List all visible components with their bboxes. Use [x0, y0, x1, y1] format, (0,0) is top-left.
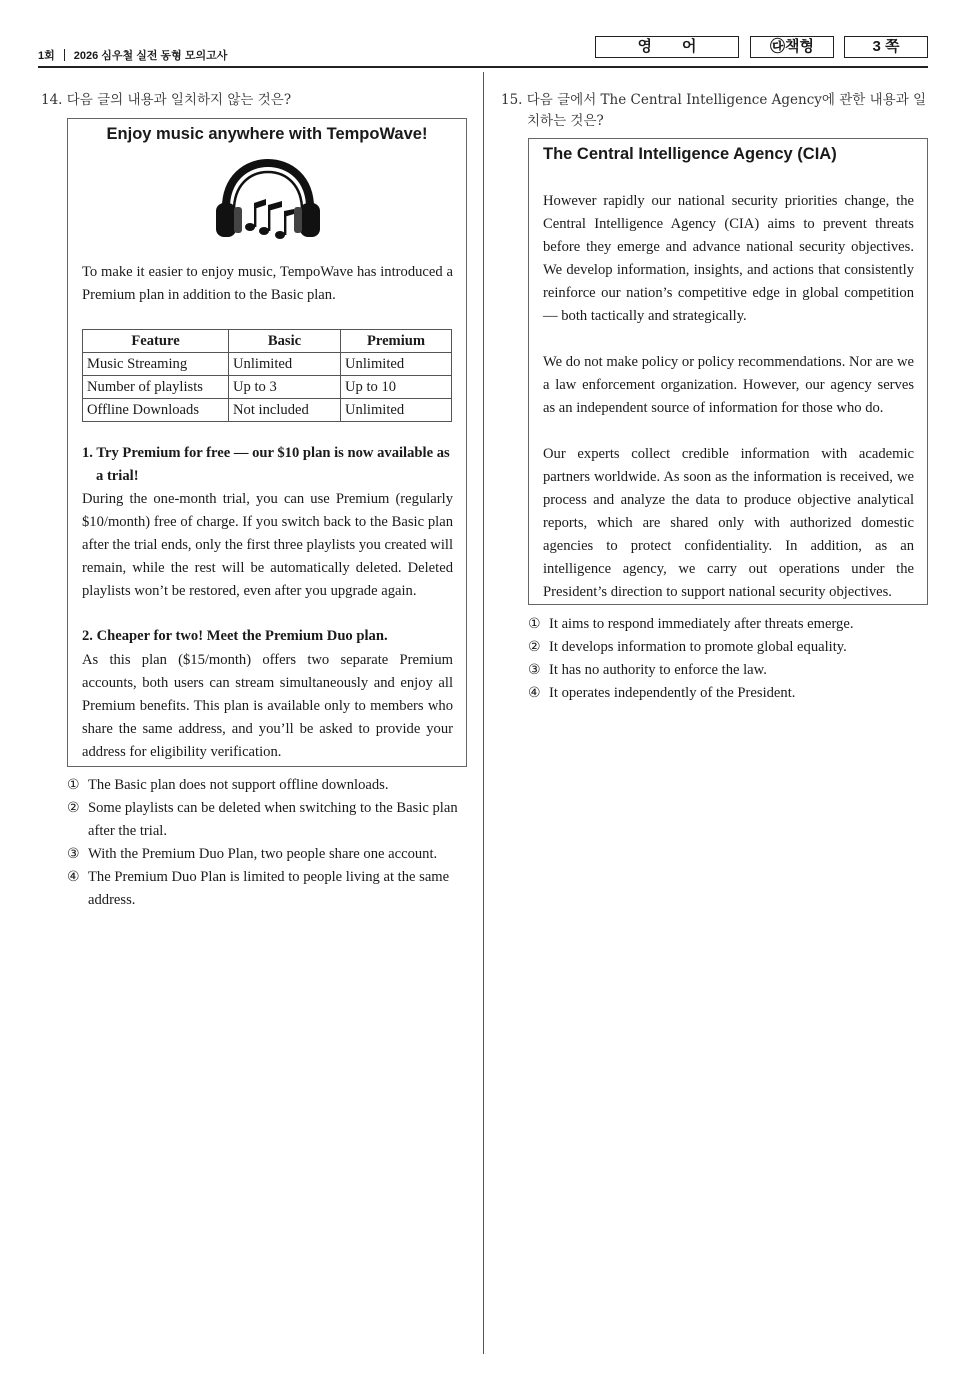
answer-choice[interactable] — [67, 797, 467, 843]
choice-text: It operates independently of the President. — [549, 685, 796, 701]
q14-intro: To make it easier to enjoy music, TempoWave has introduced a Premium plan in addition to the Basic plan. — [82, 264, 453, 303]
q14-stem: 14. 다음 글의 내용과 일치하지 않는 것은? — [41, 92, 292, 108]
choice-text: The Premium Duo Plan is limited to people living at the same address. — [88, 869, 450, 908]
choice-text: It aims to respond immediately after threats emerge. — [549, 616, 854, 632]
table-cell: Unlimited — [341, 399, 452, 422]
q14-passage-box — [67, 118, 467, 767]
table-cell: Up to 10 — [341, 376, 452, 399]
booklet-box — [750, 36, 834, 58]
answer-choice[interactable] — [528, 636, 928, 659]
feature-table — [82, 329, 452, 422]
choice-number: ② — [528, 639, 541, 655]
header-divider — [64, 49, 65, 61]
table-header-cell: Feature — [83, 330, 229, 353]
choice-text: It has no authority to enforce the law. — [549, 662, 767, 678]
answer-choice[interactable] — [67, 866, 467, 912]
page-number: 3 쪽 — [872, 38, 900, 55]
q15-stem-line2: 치하는 것은? — [527, 113, 604, 129]
table-cell: Number of playlists — [83, 376, 229, 399]
page-number-box — [844, 36, 928, 58]
choice-text: Some playlists can be deleted when switching to the Basic plan after the trial. — [88, 800, 458, 839]
answer-choice[interactable] — [528, 682, 928, 705]
table-cell: Up to 3 — [229, 376, 341, 399]
column-divider — [483, 72, 484, 1354]
choice-text: The Basic plan does not support offline downloads. — [88, 777, 389, 793]
q15-passage-box — [528, 138, 928, 605]
table-row — [83, 399, 452, 422]
choice-text: With the Premium Duo Plan, two people share one account. — [88, 846, 438, 862]
header-rule — [38, 66, 928, 68]
subject-box — [595, 36, 739, 58]
q15-stem-line1: 15. 다음 글에서 The Central Intelligence Agency에 관한 내용과 일 — [501, 92, 927, 108]
answer-choice[interactable] — [528, 659, 928, 682]
session-label: 1회 — [38, 50, 55, 62]
exam-title: 2026 심우철 실전 동형 모의고사 — [73, 50, 228, 62]
q14-title: Enjoy music anywhere with TempoWave! — [106, 125, 428, 143]
q15-choices — [528, 613, 928, 705]
choice-text: It develops information to promote global equality. — [549, 639, 847, 655]
table-cell: Not included — [229, 399, 341, 422]
subject-label: 영 어 — [637, 38, 697, 55]
answer-choice[interactable] — [67, 774, 467, 797]
table-cell: Music Streaming — [83, 353, 229, 376]
q15-stem — [501, 90, 929, 132]
table-header-row — [83, 330, 452, 353]
table-row — [83, 353, 452, 376]
q14-choices — [67, 774, 467, 912]
choice-number: ① — [528, 616, 541, 632]
headphones-music-icon — [214, 159, 322, 245]
choice-number: ② — [67, 800, 80, 816]
q15-paragraph-1: However rapidly our national security priorities change, the Central Intelligence Agency (CIA) aims to prevent threats before they emerge and advance national security objectives. We develop information, insights, and actions that consistently reinforce our nation’s competitive edge in global competition — both tactically and strategically. — [543, 193, 914, 324]
table-header-cell: Premium — [341, 330, 452, 353]
choice-number: ③ — [67, 846, 80, 862]
q14-section1-body: During the one-month trial, you can use Premium (regularly $10/month) free of charge. If you switch back to the Basic plan after the trial ends, only the first three playlists you created will remain, while the rest will be automatically deleted. Deleted playlists won’t be restored, even after you upgrade again. — [82, 491, 453, 599]
table-row — [83, 376, 452, 399]
choice-number: ④ — [67, 869, 80, 885]
q14-section1-heading: 1. Try Premium for free — our $10 plan is now available as a trial! — [82, 445, 450, 484]
answer-choice[interactable] — [528, 613, 928, 636]
q14-section2-body: As this plan ($15/month) offers two separate Premium accounts, both users can stream simultaneously and enjoy all Premium benefits. This plan is available only to members who share the same address, and you’ll be asked to provide your address for eligibility verification. — [82, 652, 453, 760]
q15-paragraph-3: Our experts collect credible information with academic partners worldwide. As soon as the information is received, we process and analyze the data to produce objective analytical reports, which are shared only with authorized domestic agencies to protect confidentiality. In addition, as an intelligence agency, we carry out operations under the President’s direction to support national security objectives. — [543, 446, 914, 600]
table-cell: Offline Downloads — [83, 399, 229, 422]
table-header-cell: Basic — [229, 330, 341, 353]
booklet-label: ㉰책형 — [770, 38, 814, 55]
q15-title: The Central Intelligence Agency (CIA) — [543, 145, 837, 163]
header-left — [38, 47, 227, 63]
table-cell: Unlimited — [229, 353, 341, 376]
choice-number: ③ — [528, 662, 541, 678]
answer-choice[interactable] — [67, 843, 467, 866]
q14-section2-heading: 2. Cheaper for two! Meet the Premium Duo plan. — [82, 628, 388, 644]
table-cell: Unlimited — [341, 353, 452, 376]
choice-number: ① — [67, 777, 80, 793]
q15-paragraph-2: We do not make policy or policy recommendations. Nor are we a law enforcement organization. However, our agency serves as an independent source of information for those who do. — [543, 354, 914, 416]
choice-number: ④ — [528, 685, 541, 701]
